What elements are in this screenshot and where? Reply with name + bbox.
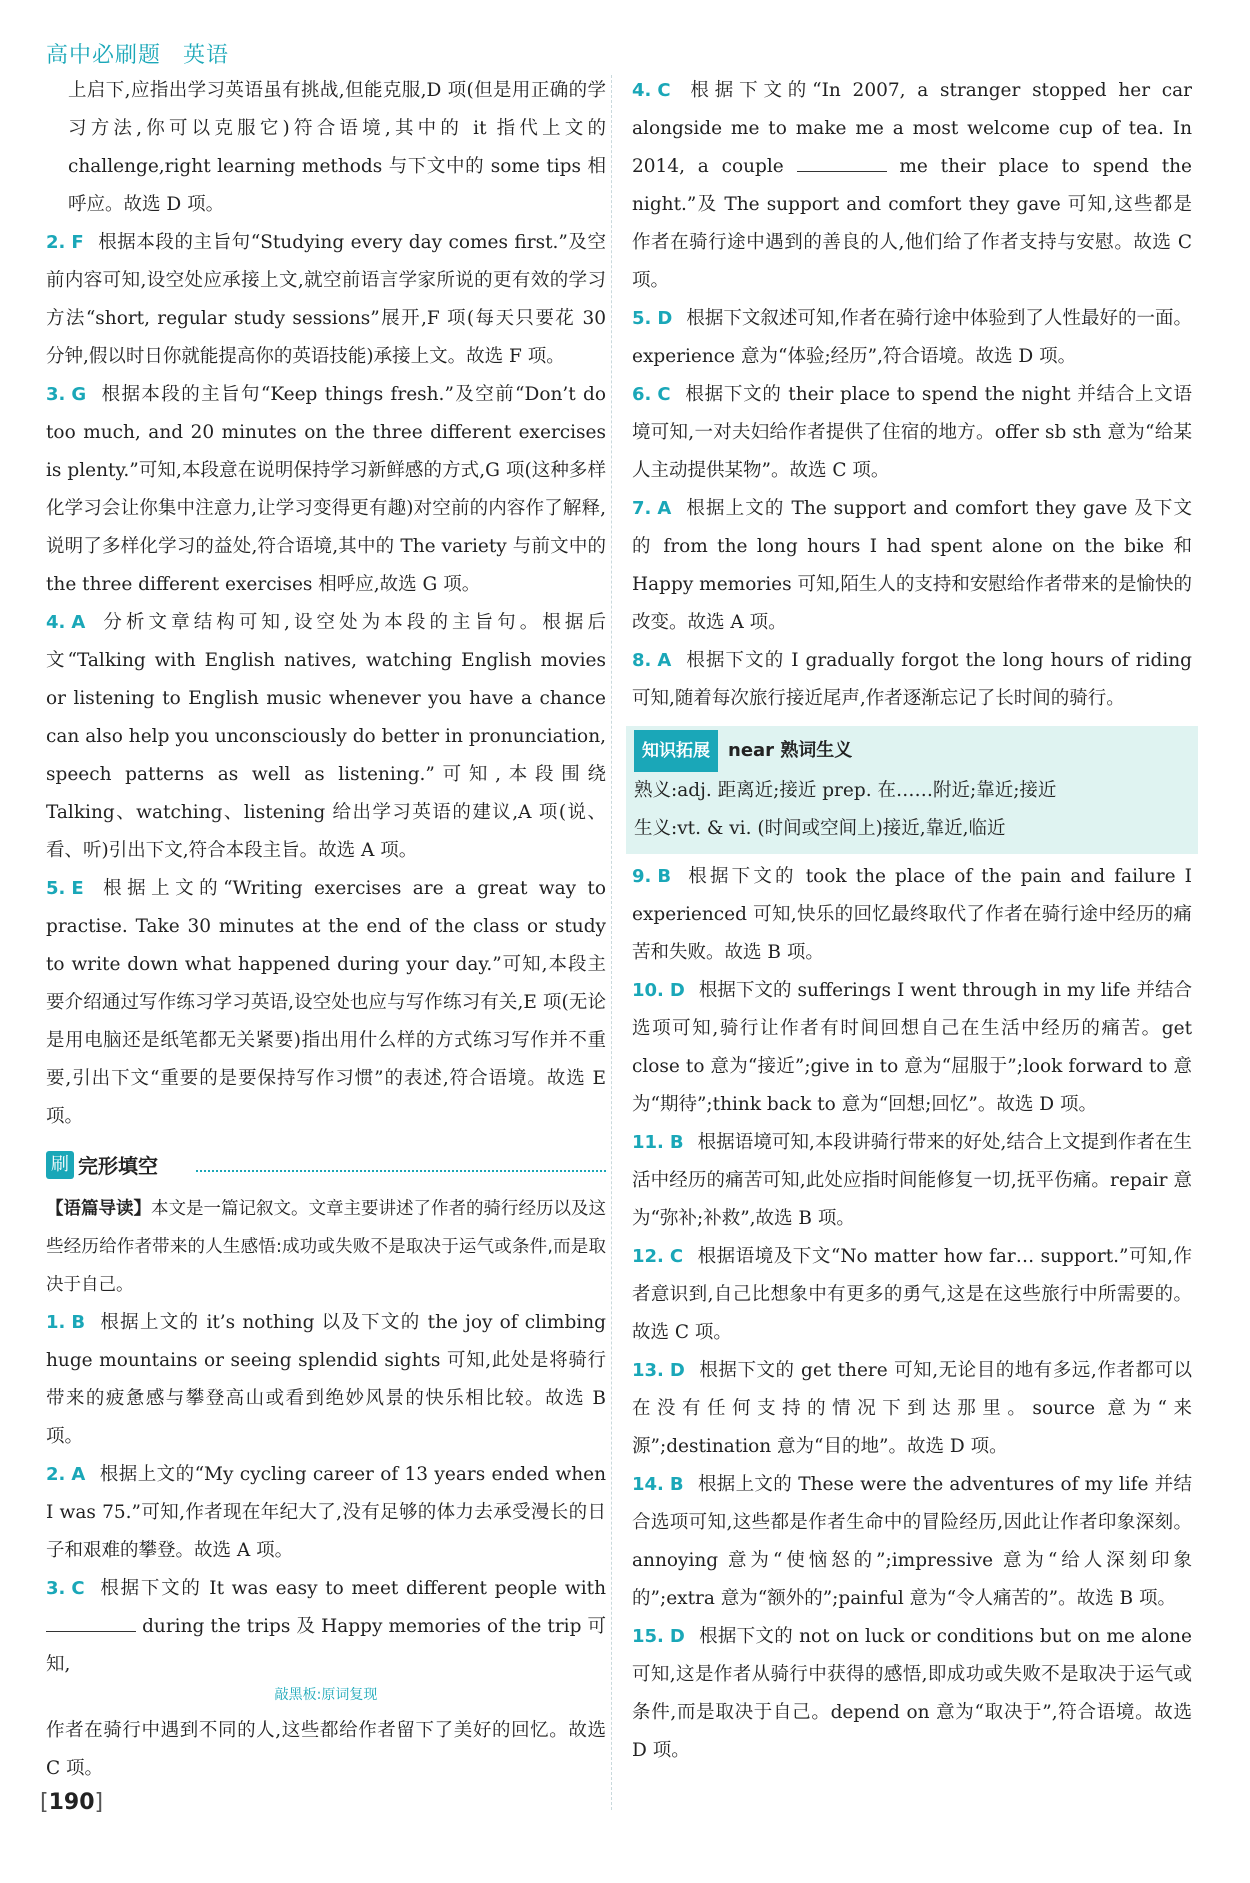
explanation: 根据下文叙述可知,作者在骑行途中体验到了人性最好的一面。experience 意为“体验;经历”,符合语境。故选 D 项。 [632, 308, 1192, 367]
cloze-item-3: 3. C 根据下文的 It was easy to meet different people with during the trips 及 Happy memories of the trip 可知, [46, 1578, 606, 1675]
extension-line-familiar: 熟义:adj. 距离近;接近 prep. 在……附近;靠近;接近 [634, 780, 1057, 801]
explanation: 根据上文的 it’s nothing 以及下文的 the joy of climbing huge mountains or seeing splendid sights 可知,此处是将骑行带来的疲惫感与攀登高山或看到绝妙风景的快乐相比较。故选 B 项。 [46, 1312, 606, 1447]
explanation: 根据上文的 These were the adventures of my life 并结合选项可知,这些都是作者生命中的冒险经历,因此让作者印象深刻。annoying 意为“使恼怒的”;impressive 意为“给人深刻印象的”;extra 意为“额外的”;painful 意为“令人痛苦的”。故选 B 项。 [632, 1474, 1192, 1609]
subject-title: 英语 [183, 43, 230, 68]
answer-letter: B [71, 1312, 86, 1333]
explanation: 根据语境及下文“No matter how far… support.”可知,作者意识到,自己比想象中有更多的勇气,这是在这些旅行中所需要的。故选 C 项。 [632, 1246, 1192, 1343]
answer-letter: F [71, 232, 84, 253]
explanation: 根据下文的 their place to spend the night 并结合上文语境可知,一对夫妇给作者提供了住宿的地方。offer sb sth 意为“给某人主动提供某物”。故选 C 项。 [632, 384, 1192, 481]
knowledge-extension-box [626, 726, 1198, 854]
cloze-item-4: 4. C 根据下文的“In 2007, a stranger stopped her car alongside me to make me a most welcome cup of tea. In 2014, a couple me their place to spend the night.”及 The support and comfort they gave 可知,这些都是作者在骑行途中遇到的善良的人,他们给了作者支持与安慰。故选 C 项。 [632, 80, 1192, 291]
cloze-item-5: 5. D 根据下文叙述可知,作者在骑行途中体验到了人性最好的一面。experience 意为“体验;经历”,符合语境。故选 D 项。 [632, 308, 1192, 367]
answer-letter: C [657, 80, 671, 101]
cloze-item-13: 13. D 根据下文的 get there 可知,无论目的地有多远,作者都可以在没有任何支持的情况下到达那里。source 意为“来源”;destination 意为“目的地”。故选 D 项。 [632, 1360, 1192, 1457]
extension-heading: near 熟词生义 [728, 740, 853, 761]
cloze-item-9: 9. B 根据下文的 took the place of the pain and failure I experienced 可知,快乐的回忆最终取代了作者在骑行途中经历的痛苦和失败。故选 B 项。 [632, 866, 1192, 963]
passage-guide [46, 1190, 606, 1304]
answer-letter: D [669, 1360, 685, 1381]
extension-tag: 知识拓展 [634, 730, 718, 772]
explanation: 根据语境可知,本段讲骑行带来的好处,结合上文提到作者在生活中经历的痛苦可知,此处应指时间能修复一切,抚平伤痛。repair 意为“弥补;补救”,故选 B 项。 [632, 1132, 1192, 1229]
answer-item-2: 2. F 根据本段的主旨句“Studying every day comes first.”及空前内容可知,设空处应承接上文,就空前语言学家所说的更有效的学习方法“short, regular study sessions”展开,F 项(每天只要花 30 分钟,假以时日你就能提高你的英语技能)承接上文。故选 F 项。 [46, 232, 606, 367]
cloze-item-2: 2. A 根据上文的“My cycling career of 13 years ended when I was 75.”可知,作者现在年纪大了,没有足够的体力去承受漫长的日子和艰难的攀登。故选 A 项。 [46, 1464, 606, 1561]
cloze-item-8: 8. A 根据下文的 I gradually forgot the long hours of riding 可知,随着每次旅行接近尾声,作者逐渐忘记了长时间的骑行。 [632, 650, 1192, 709]
guide-text: 本文是一篇记叙文。文章主要讲述了作者的骑行经历以及这些经历给作者带来的人生感悟:成功或失败不是取决于运气或条件,而是取决于自己。 [46, 1199, 606, 1295]
series-title: 高中必刷题 [46, 43, 162, 68]
section-badge: 刷 [46, 1151, 74, 1179]
answer-letter: C [657, 384, 671, 405]
section-heading [46, 1150, 606, 1190]
answer-blank [797, 153, 887, 172]
cloze-item-6: 6. C 根据下文的 their place to spend the night 并结合上文语境可知,一对夫妇给作者提供了住宿的地方。offer sb sth 意为“给某人主动提供某物”。故选 C 项。 [632, 384, 1192, 481]
column-divider [611, 75, 612, 1810]
answer-letter: B [669, 1474, 684, 1495]
cloze-item-7: 7. A 根据上文的 The support and comfort they gave 及下文的 from the long hours I had spent alone on the bike 和 Happy memories 可知,陌生人的支持和安慰给作者带来的是愉快的改变。故选 A 项。 [632, 498, 1192, 633]
answer-letter: A [657, 650, 672, 671]
explanation: 根据上文的 The support and comfort they gave 及下文的 from the long hours I had spent alone on the bike 和 Happy memories 可知,陌生人的支持和安慰给作者带来的是愉快的改变。故选 A 项。 [632, 498, 1192, 633]
answer-letter: D [669, 1626, 685, 1647]
answer-letter: C [71, 1578, 85, 1599]
explanation-part-a: 根据下文的 It was easy to meet different people with [98, 1578, 606, 1599]
explanation: 根据本段的主旨句“Studying every day comes first.”及空前内容可知,设空处应承接上文,就空前语言学家所说的更有效的学习方法“short, regular study sessions”展开,F 项(每天只要花 30 分钟,假以时日你就能提高你的英语技能)承接上文。故选 F 项。 [46, 232, 606, 367]
explanation-part-b: during the trips 及 Happy memories of the trip 可知, [46, 1616, 606, 1675]
page-number: [190] [40, 1790, 104, 1815]
running-header [46, 38, 251, 69]
answer-letter: A [657, 498, 672, 519]
answer-letter: B [669, 1132, 684, 1153]
answer-item-3: 3. G 根据本段的主旨句“Keep things fresh.”及空前“Don’t do too much, and 20 minutes on the three different exercises is plenty.”可知,本段意在说明保持学习新鲜感的方式,G 项(这种多样化学习会让你集中注意力,让学习变得更有趣)对空前的内容作了解释,说明了多样化学习的益处,符合语境,其中的 The variety 与前文中的 the three different exercises 相呼应,故选 G 项。 [46, 384, 606, 595]
explanation: 根据下文的 took the place of the pain and failure I experienced 可知,快乐的回忆最终取代了作者在骑行途中经历的痛苦和失败。故选 B 项。 [632, 866, 1192, 963]
explanation: 根据本段的主旨句“Keep things fresh.”及空前“Don’t do too much, and 20 minutes on the three different exercises is plenty.”可知,本段意在说明保持学习新鲜感的方式,G 项(这种多样化学习会让你集中注意力,让学习变得更有趣)对空前的内容作了解释,说明了多样化学习的益处,符合语境,其中的 The variety 与前文中的 the three different exercises 相呼应,故选 G 项。 [46, 384, 606, 595]
answer-blank [46, 1613, 136, 1632]
guide-label: 【语篇导读】 [46, 1199, 151, 1219]
intro-paragraph: 上启下,应指出学习英语虽有挑战,但能克服,D 项(但是用正确的学习方法,你可以克服它)符合语境,其中的 it 指代上文的 challenge,right learning methods 与下文中的 some tips 相呼应。故选 D 项。 [68, 80, 606, 215]
tip-note: 敲黑板:原词复现 [274, 1687, 378, 1703]
cloze-item-11: 11. B 根据语境可知,本段讲骑行带来的好处,结合上文提到作者在生活中经历的痛苦可知,此处应指时间能修复一切,抚平伤痛。repair 意为“弥补;补救”,故选 B 项。 [632, 1132, 1192, 1229]
answer-letter: B [657, 866, 672, 887]
explanation: 根据下文的 I gradually forgot the long hours of riding 可知,随着每次旅行接近尾声,作者逐渐忘记了长时间的骑行。 [632, 650, 1192, 709]
right-column [632, 72, 1192, 1770]
cloze-item-14: 14. B 根据上文的 These were the adventures of my life 并结合选项可知,这些都是作者生命中的冒险经历,因此让作者印象深刻。annoying 意为“使恼怒的”;impressive 意为“给人深刻印象的”;extra 意为“额外的”;painful 意为“令人痛苦的”。故选 B 项。 [632, 1474, 1192, 1609]
explanation: 根据上文的“My cycling career of 13 years ended when I was 75.”可知,作者现在年纪大了,没有足够的体力去承受漫长的日子和艰难的攀登。故选 A 项。 [46, 1464, 606, 1561]
answer-letter: A [71, 1464, 86, 1485]
extension-line-new: 生义:vt. & vi. (时间或空间上)接近,靠近,临近 [634, 818, 1006, 839]
answer-item-5: 5. E 根据上文的“Writing exercises are a great way to practise. Take 30 minutes at the end of the class or study to write down what happened during your day.”可知,本段主要介绍通过写作练习学习英语,设空处也应与写作练习有关,E 项(无论是用电脑还是纸笔都无关紧要)指出用什么样的方式练习写作并不重要,引出下文“重要的是要保持写作习惯”的表述,符合语境。故选 E 项。 [46, 878, 606, 1127]
cloze-item-15: 15. D 根据下文的 not on luck or conditions but on me alone 可知,这是作者从骑行中获得的感悟,即成功或失败不是取决于运气或条件,而是取决于自己。depend on 意为“取决于”,符合语境。故选 D 项。 [632, 1626, 1192, 1761]
answer-letter: C [669, 1246, 684, 1267]
cloze-item-1: 1. B 根据上文的 it’s nothing 以及下文的 the joy of climbing huge mountains or seeing splendid sights 可知,此处是将骑行带来的疲惫感与攀登高山或看到绝妙风景的快乐相比较。故选 B 项。 [46, 1312, 606, 1447]
explanation-part-c: 作者在骑行中遇到不同的人,这些都给作者留下了美好的回忆。故选 C 项。 [46, 1720, 606, 1779]
answer-letter: D [657, 308, 673, 329]
section-rule [196, 1170, 606, 1172]
explanation: 根据上文的“Writing exercises are a great way to practise. Take 30 minutes at the end of the class or study to write down what happened during your day.”可知,本段主要介绍通过写作练习学习英语,设空处也应与写作练习有关,E 项(无论是用电脑还是纸笔都无关紧要)指出用什么样的方式练习写作并不重要,引出下文“重要的是要保持写作习惯”的表述,符合语境。故选 E 项。 [46, 878, 606, 1127]
answer-letter: G [71, 384, 87, 405]
answer-letter: E [71, 878, 84, 899]
explanation-part-b: me their place to spend the night.”及 The support and comfort they gave 可知,这些都是作者在骑行途中遇到的善良的人,他们给了作者支持与安慰。故选 C 项。 [632, 156, 1192, 291]
explanation: 根据下文的 get there 可知,无论目的地有多远,作者都可以在没有任何支持的情况下到达那里。source 意为“来源”;destination 意为“目的地”。故选 D 项。 [632, 1360, 1192, 1457]
explanation: 根据下文的 sufferings I went through in my life 并结合选项可知,骑行让作者有时间回想自己在生活中经历的痛苦。get close to 意为“接近”;give in to 意为“屈服于”;look forward to 意为“期待”;think back to 意为“回想;回忆”。故选 D 项。 [632, 980, 1192, 1115]
answer-letter: D [669, 980, 685, 1001]
cloze-item-12: 12. C 根据语境及下文“No matter how far… support.”可知,作者意识到,自己比想象中有更多的勇气,这是在这些旅行中所需要的。故选 C 项。 [632, 1246, 1192, 1343]
cloze-item-10: 10. D 根据下文的 sufferings I went through in my life 并结合选项可知,骑行让作者有时间回想自己在生活中经历的痛苦。get close to 意为“接近”;give in to 意为“屈服于”;look forward to 意为“期待”;think back to 意为“回想;回忆”。故选 D 项。 [632, 980, 1192, 1115]
left-column [46, 72, 606, 1788]
explanation: 根据下文的 not on luck or conditions but on me alone 可知,这是作者从骑行中获得的感悟,即成功或失败不是取决于运气或条件,而是取决于自己。depend on 意为“取决于”,符合语境。故选 D 项。 [632, 1626, 1192, 1761]
answer-item-4: 4. A 分析文章结构可知,设空处为本段的主旨句。根据后文“Talking with English natives, watching English movies or listening to English music whenever you have a chance can also help you unconsciously do better in pronunciation, speech patterns as well as listening.”可知,本段围绕 Talking、watching、listening 给出学习英语的建议,A 项(说、看、听)引出下文,符合本段主旨。故选 A 项。 [46, 612, 606, 861]
explanation: 分析文章结构可知,设空处为本段的主旨句。根据后文“Talking with English natives, watching English movies or listening to English music whenever you have a chance can also help you unconsciously do better in pronunciation, speech patterns as well as listening.”可知,本段围绕 Talking、watching、listening 给出学习英语的建议,A 项(说、看、听)引出下文,符合本段主旨。故选 A 项。 [46, 612, 606, 861]
answer-letter: A [71, 612, 86, 633]
section-title: 完形填空 [78, 1154, 158, 1178]
explanation-part-a: 根据下文的“In 2007, a stranger stopped her car alongside me to make me a most welcome cup of tea. In 2014, a couple [632, 80, 1192, 177]
